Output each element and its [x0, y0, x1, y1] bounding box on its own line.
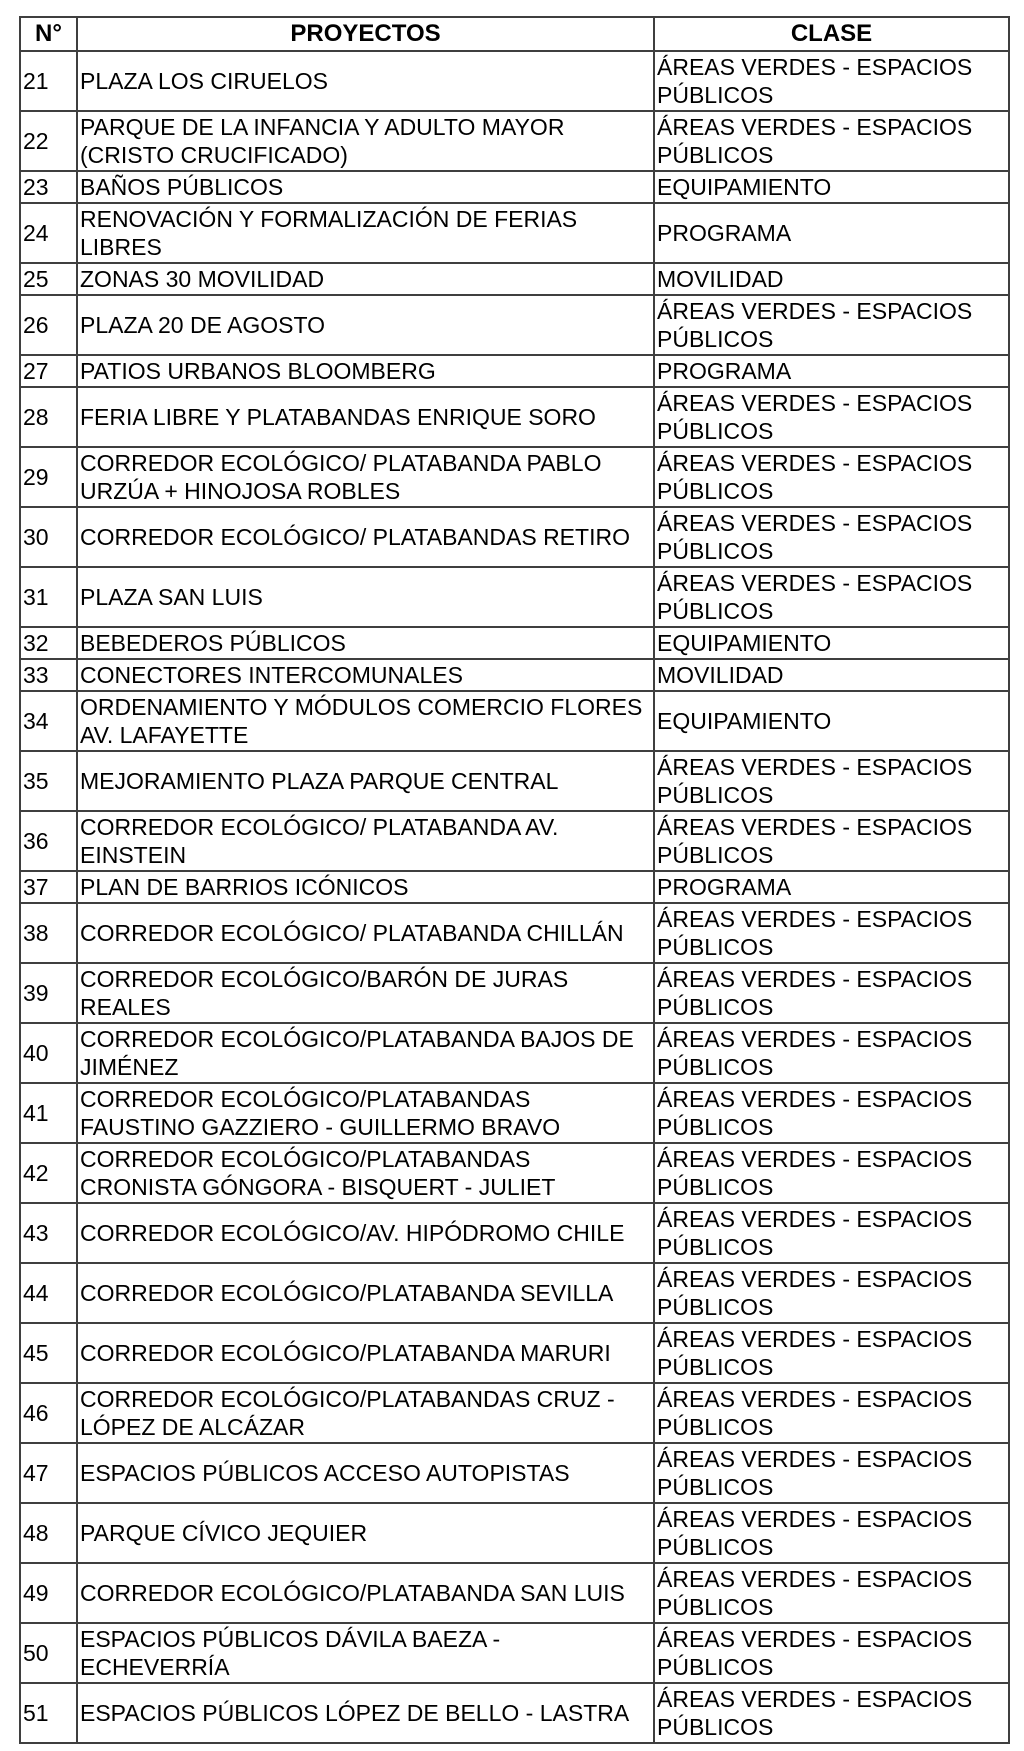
project-class-cell: ÁREAS VERDES - ESPACIOS PÚBLICOS [654, 1383, 1009, 1443]
table-row [20, 903, 1009, 963]
project-class-cell: ÁREAS VERDES - ESPACIOS PÚBLICOS [654, 903, 1009, 963]
table-row [20, 751, 1009, 811]
project-name-cell: CONECTORES INTERCOMUNALES [77, 659, 654, 691]
project-name-cell: CORREDOR ECOLÓGICO/PLATABANDAS CRONISTA GÓNGORA - BISQUERT - JULIET [77, 1143, 654, 1203]
row-number-cell: 48 [20, 1503, 77, 1563]
row-number-cell: 25 [20, 263, 77, 295]
project-class-cell: MOVILIDAD [654, 659, 1009, 691]
table-row [20, 387, 1009, 447]
project-class-cell: ÁREAS VERDES - ESPACIOS PÚBLICOS [654, 447, 1009, 507]
table-row [20, 963, 1009, 1023]
project-class-cell: ÁREAS VERDES - ESPACIOS PÚBLICOS [654, 295, 1009, 355]
row-number-cell: 31 [20, 567, 77, 627]
row-number-cell: 49 [20, 1563, 77, 1623]
table-row [20, 1503, 1009, 1563]
project-name-cell: RENOVACIÓN Y FORMALIZACIÓN DE FERIAS LIBRES [77, 203, 654, 263]
project-class-cell: ÁREAS VERDES - ESPACIOS PÚBLICOS [654, 1623, 1009, 1683]
project-class-cell: MOVILIDAD [654, 263, 1009, 295]
row-number-cell: 21 [20, 51, 77, 111]
row-number-cell: 27 [20, 355, 77, 387]
project-name-cell: ESPACIOS PÚBLICOS DÁVILA BAEZA - ECHEVERRÍA [77, 1623, 654, 1683]
project-class-cell: ÁREAS VERDES - ESPACIOS PÚBLICOS [654, 1443, 1009, 1503]
table-row [20, 447, 1009, 507]
project-name-cell: PLAZA LOS CIRUELOS [77, 51, 654, 111]
row-number-cell: 42 [20, 1143, 77, 1203]
table-row [20, 1623, 1009, 1683]
project-class-cell: ÁREAS VERDES - ESPACIOS PÚBLICOS [654, 1203, 1009, 1263]
table-row [20, 1383, 1009, 1443]
project-name-cell: CORREDOR ECOLÓGICO/ PLATABANDA CHILLÁN [77, 903, 654, 963]
row-number-cell: 37 [20, 871, 77, 903]
row-number-cell: 22 [20, 111, 77, 171]
table-row [20, 1683, 1009, 1743]
project-class-cell: ÁREAS VERDES - ESPACIOS PÚBLICOS [654, 1503, 1009, 1563]
table-row [20, 659, 1009, 691]
project-class-cell: ÁREAS VERDES - ESPACIOS PÚBLICOS [654, 507, 1009, 567]
project-name-cell: CORREDOR ECOLÓGICO/ PLATABANDAS RETIRO [77, 507, 654, 567]
table-row [20, 203, 1009, 263]
project-class-cell: ÁREAS VERDES - ESPACIOS PÚBLICOS [654, 51, 1009, 111]
row-number-cell: 24 [20, 203, 77, 263]
table-row [20, 691, 1009, 751]
project-class-cell: ÁREAS VERDES - ESPACIOS PÚBLICOS [654, 751, 1009, 811]
row-number-cell: 41 [20, 1083, 77, 1143]
project-class-cell: ÁREAS VERDES - ESPACIOS PÚBLICOS [654, 811, 1009, 871]
project-name-cell: CORREDOR ECOLÓGICO/BARÓN DE JURAS REALES [77, 963, 654, 1023]
project-class-cell: EQUIPAMIENTO [654, 627, 1009, 659]
table-row [20, 111, 1009, 171]
table-row [20, 811, 1009, 871]
row-number-cell: 38 [20, 903, 77, 963]
project-class-cell: ÁREAS VERDES - ESPACIOS PÚBLICOS [654, 387, 1009, 447]
row-number-cell: 29 [20, 447, 77, 507]
project-name-cell: CORREDOR ECOLÓGICO/AV. HIPÓDROMO CHILE [77, 1203, 654, 1263]
row-number-cell: 35 [20, 751, 77, 811]
project-class-cell: PROGRAMA [654, 203, 1009, 263]
row-number-cell: 33 [20, 659, 77, 691]
project-class-cell: PROGRAMA [654, 871, 1009, 903]
project-name-cell: CORREDOR ECOLÓGICO/PLATABANDAS CRUZ - LÓPEZ DE ALCÁZAR [77, 1383, 654, 1443]
table-row [20, 1083, 1009, 1143]
project-name-cell: CORREDOR ECOLÓGICO/PLATABANDAS FAUSTINO GAZZIERO - GUILLERMO BRAVO [77, 1083, 654, 1143]
project-class-cell: ÁREAS VERDES - ESPACIOS PÚBLICOS [654, 1023, 1009, 1083]
project-class-cell: ÁREAS VERDES - ESPACIOS PÚBLICOS [654, 1683, 1009, 1743]
project-name-cell: CORREDOR ECOLÓGICO/ PLATABANDA AV. EINSTEIN [77, 811, 654, 871]
table-row [20, 263, 1009, 295]
project-class-cell: EQUIPAMIENTO [654, 171, 1009, 203]
row-number-cell: 23 [20, 171, 77, 203]
row-number-cell: 28 [20, 387, 77, 447]
project-class-cell: ÁREAS VERDES - ESPACIOS PÚBLICOS [654, 567, 1009, 627]
row-number-cell: 47 [20, 1443, 77, 1503]
table-row [20, 1563, 1009, 1623]
project-name-cell: PATIOS URBANOS BLOOMBERG [77, 355, 654, 387]
project-name-cell: CORREDOR ECOLÓGICO/ PLATABANDA PABLO URZÚA + HINOJOSA ROBLES [77, 447, 654, 507]
table-row [20, 627, 1009, 659]
table-row [20, 1143, 1009, 1203]
table-row [20, 1263, 1009, 1323]
table-row [20, 1323, 1009, 1383]
project-name-cell: PLAZA SAN LUIS [77, 567, 654, 627]
project-name-cell: PLAN DE BARRIOS ICÓNICOS [77, 871, 654, 903]
project-name-cell: FERIA LIBRE Y PLATABANDAS ENRIQUE SORO [77, 387, 654, 447]
row-number-cell: 26 [20, 295, 77, 355]
project-name-cell: CORREDOR ECOLÓGICO/PLATABANDA SEVILLA [77, 1263, 654, 1323]
header-projects: PROYECTOS [77, 17, 654, 51]
table-row [20, 871, 1009, 903]
header-number: N° [20, 17, 77, 51]
project-class-cell: ÁREAS VERDES - ESPACIOS PÚBLICOS [654, 1263, 1009, 1323]
project-class-cell: ÁREAS VERDES - ESPACIOS PÚBLICOS [654, 1083, 1009, 1143]
project-class-cell: ÁREAS VERDES - ESPACIOS PÚBLICOS [654, 111, 1009, 171]
table-row [20, 1443, 1009, 1503]
project-class-cell: EQUIPAMIENTO [654, 691, 1009, 751]
projects-table [19, 16, 1010, 1744]
table-row [20, 567, 1009, 627]
row-number-cell: 45 [20, 1323, 77, 1383]
table-row [20, 355, 1009, 387]
row-number-cell: 32 [20, 627, 77, 659]
row-number-cell: 44 [20, 1263, 77, 1323]
table-row [20, 51, 1009, 111]
project-name-cell: BEBEDEROS PÚBLICOS [77, 627, 654, 659]
table-row [20, 171, 1009, 203]
row-number-cell: 40 [20, 1023, 77, 1083]
project-name-cell: MEJORAMIENTO PLAZA PARQUE CENTRAL [77, 751, 654, 811]
project-name-cell: PARQUE DE LA INFANCIA Y ADULTO MAYOR (CRISTO CRUCIFICADO) [77, 111, 654, 171]
project-class-cell: ÁREAS VERDES - ESPACIOS PÚBLICOS [654, 963, 1009, 1023]
project-name-cell: CORREDOR ECOLÓGICO/PLATABANDA MARURI [77, 1323, 654, 1383]
project-name-cell: BAÑOS PÚBLICOS [77, 171, 654, 203]
project-name-cell: ESPACIOS PÚBLICOS LÓPEZ DE BELLO - LASTRA [77, 1683, 654, 1743]
row-number-cell: 46 [20, 1383, 77, 1443]
row-number-cell: 43 [20, 1203, 77, 1263]
table-row [20, 295, 1009, 355]
project-name-cell: PARQUE CÍVICO JEQUIER [77, 1503, 654, 1563]
project-name-cell: PLAZA 20 DE AGOSTO [77, 295, 654, 355]
project-class-cell: ÁREAS VERDES - ESPACIOS PÚBLICOS [654, 1563, 1009, 1623]
project-name-cell: CORREDOR ECOLÓGICO/PLATABANDA BAJOS DE JIMÉNEZ [77, 1023, 654, 1083]
row-number-cell: 36 [20, 811, 77, 871]
table-row [20, 1023, 1009, 1083]
project-name-cell: ZONAS 30 MOVILIDAD [77, 263, 654, 295]
project-name-cell: CORREDOR ECOLÓGICO/PLATABANDA SAN LUIS [77, 1563, 654, 1623]
project-class-cell: PROGRAMA [654, 355, 1009, 387]
project-class-cell: ÁREAS VERDES - ESPACIOS PÚBLICOS [654, 1323, 1009, 1383]
row-number-cell: 51 [20, 1683, 77, 1743]
row-number-cell: 34 [20, 691, 77, 751]
table-row [20, 1203, 1009, 1263]
row-number-cell: 50 [20, 1623, 77, 1683]
project-name-cell: ORDENAMIENTO Y MÓDULOS COMERCIO FLORES AV. LAFAYETTE [77, 691, 654, 751]
table-row [20, 507, 1009, 567]
row-number-cell: 39 [20, 963, 77, 1023]
project-name-cell: ESPACIOS PÚBLICOS ACCESO AUTOPISTAS [77, 1443, 654, 1503]
project-class-cell: ÁREAS VERDES - ESPACIOS PÚBLICOS [654, 1143, 1009, 1203]
header-class: CLASE [654, 17, 1009, 51]
table-header-row [20, 17, 1009, 51]
row-number-cell: 30 [20, 507, 77, 567]
